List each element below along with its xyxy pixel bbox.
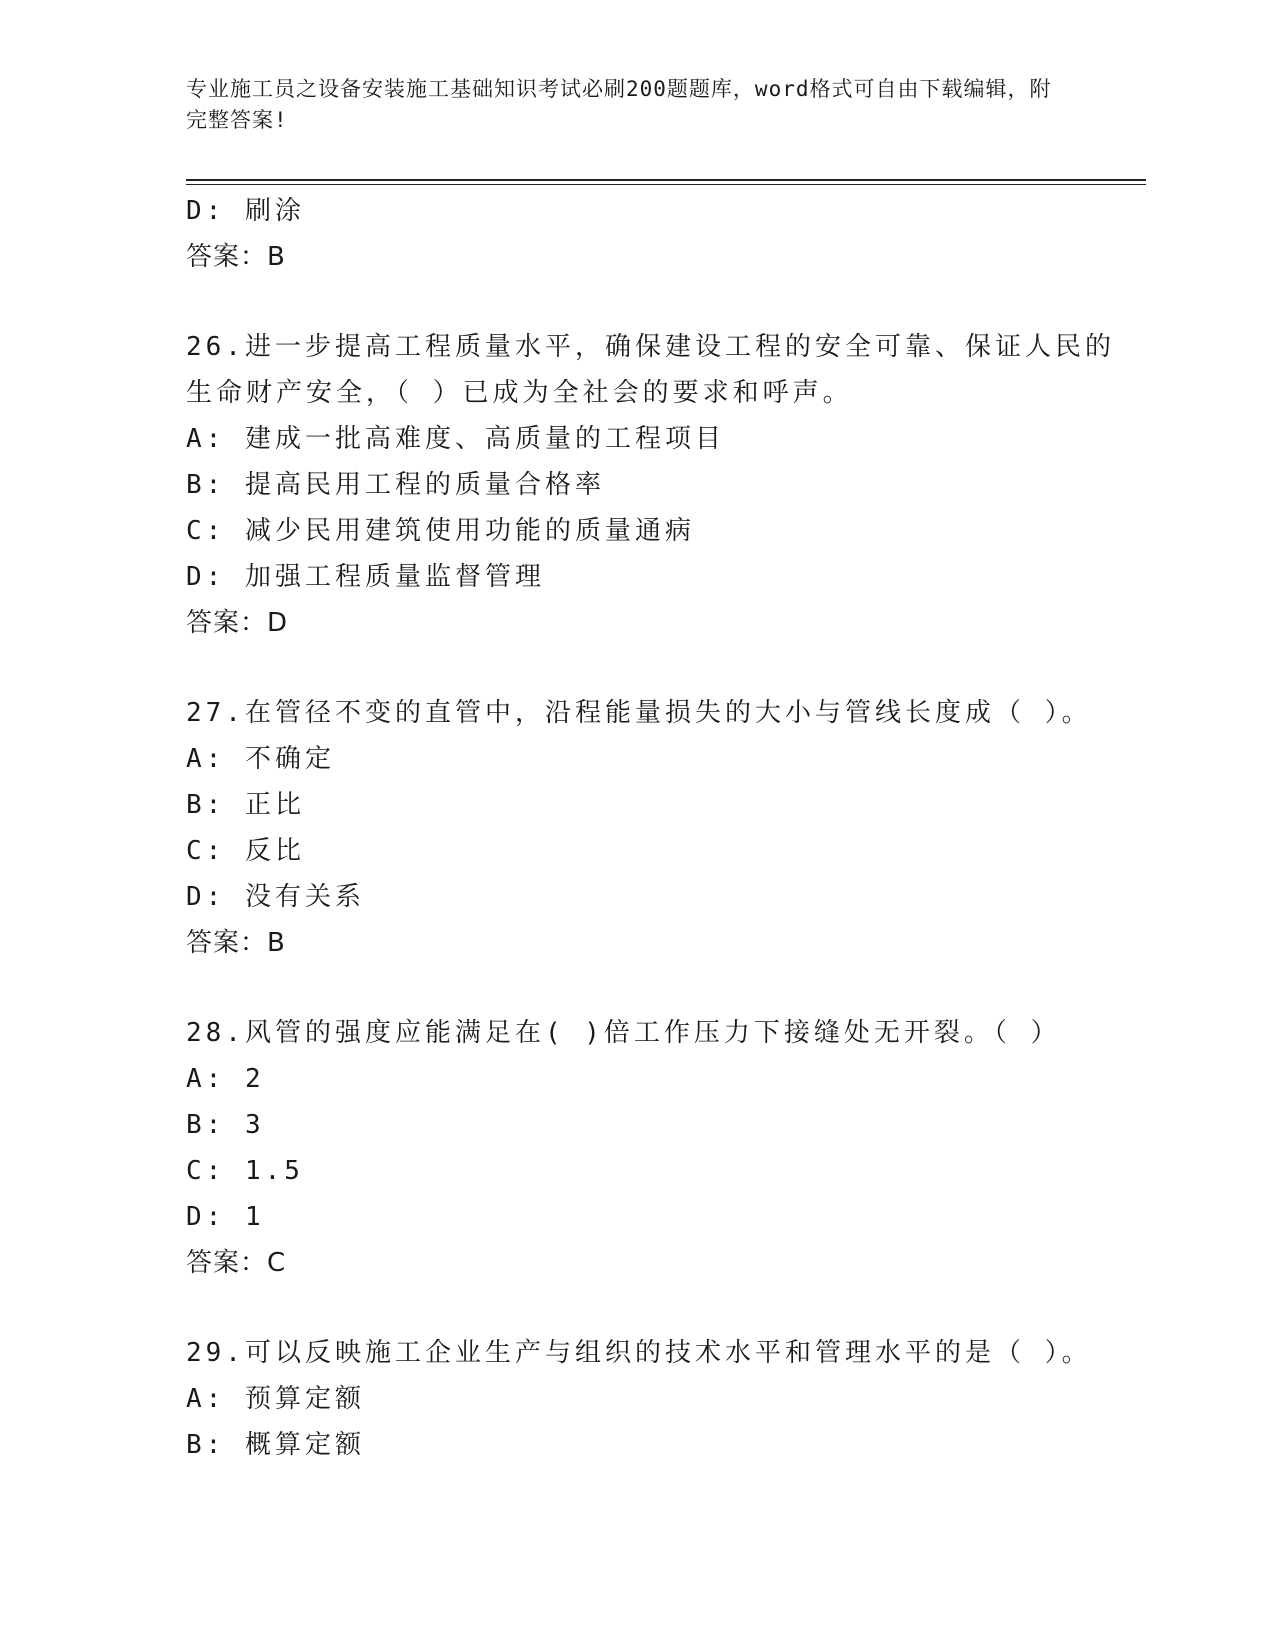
answer-line: 答案：B — [186, 242, 286, 272]
header-rule-thin — [186, 184, 1146, 185]
option-a: A: 预算定额 — [186, 1384, 365, 1414]
question-stem: 28.风管的强度应能满足在( )倍工作压力下接缝处无开裂。（ ） — [186, 1018, 1061, 1048]
question-content — [186, 188, 1115, 1468]
question-block-28 — [186, 1010, 1086, 1286]
question-stem: 27.在管径不变的直管中，沿程能量损失的大小与管线长度成（ ）。 — [186, 698, 1092, 728]
option-a: A: 2 — [186, 1064, 265, 1094]
option-a: A: 不确定 — [186, 744, 335, 774]
header-title: 专业施工员之设备安装施工基础知识考试必刷200题题库，word格式可自由下载编辑，附完整答案! — [186, 77, 1052, 132]
question-block-29 — [186, 1330, 1092, 1468]
question-block-25-tail — [186, 188, 1086, 280]
question-block-27 — [186, 690, 1092, 966]
option-b: B: 概算定额 — [186, 1430, 365, 1460]
answer-line: 答案：B — [186, 928, 286, 958]
option-d: D: 加强工程质量监督管理 — [186, 562, 545, 592]
document-header — [186, 74, 1066, 136]
option-b: B: 3 — [186, 1110, 265, 1140]
question-stem: 29.可以反映施工企业生产与组织的技术水平和管理水平的是（ ）。 — [186, 1338, 1092, 1368]
option-b: B: 正比 — [186, 790, 305, 820]
option-d: D: 没有关系 — [186, 882, 365, 912]
answer-line: 答案：C — [186, 1248, 287, 1278]
header-rule-thick — [186, 179, 1146, 181]
question-block-26 — [186, 324, 1115, 646]
option-b: B: 提高民用工程的质量合格率 — [186, 470, 605, 500]
option-c: C: 1.5 — [186, 1156, 304, 1186]
option-d: D: 刷涂 — [186, 196, 305, 226]
answer-line: 答案：D — [186, 608, 289, 638]
question-stem: 26.进一步提高工程质量水平，确保建设工程的安全可靠、保证人民的 — [186, 332, 1115, 362]
option-c: C: 减少民用建筑使用功能的质量通病 — [186, 516, 695, 546]
question-stem-cont: 生命财产安全，（ ）已成为全社会的要求和呼声。 — [186, 378, 853, 408]
option-d: D: 1 — [186, 1202, 265, 1232]
option-a: A: 建成一批高难度、高质量的工程项目 — [186, 424, 725, 454]
option-c: C: 反比 — [186, 836, 305, 866]
